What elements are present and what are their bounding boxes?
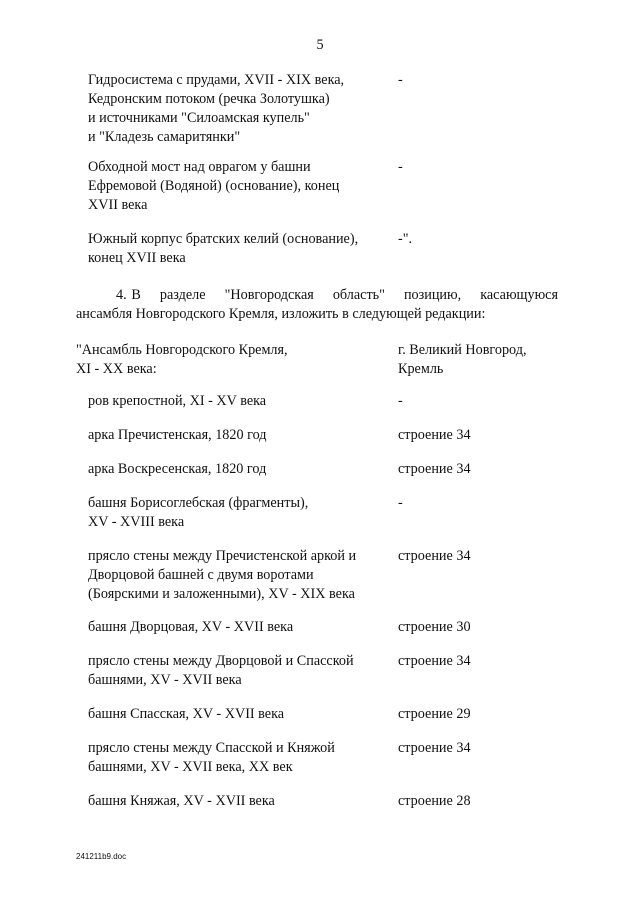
- item-value: строение 34: [398, 653, 471, 669]
- item-value: строение 34: [398, 461, 471, 477]
- entry-bypass-bridge: Обходной мост над оврагом у башни Ефремовой (Водяной) (основание), конец XVII века: [88, 159, 340, 213]
- ensemble-title: "Ансамбль Новгородского Кремля, XI - XX века:: [76, 342, 288, 377]
- entry-hydrosystem-value: -: [398, 72, 403, 88]
- document-filename: 241211b9.doc: [76, 852, 127, 861]
- item-value: строение 30: [398, 619, 471, 635]
- item-text: прясло стены между Спасской и Княжой башнями, XV - XVII века, XX век: [88, 740, 335, 775]
- item-value: строение 34: [398, 740, 471, 756]
- entry-hydrosystem: Гидросистема с прудами, XVII - XIX века, Кедронским потоком (речка Золотушка) и источниками "Силоамская купель" и "Кладезь самаритянки": [88, 72, 345, 145]
- entry-bypass-bridge-value: -: [398, 159, 403, 175]
- entry-south-building-value: -".: [398, 231, 413, 247]
- item-text: арка Пречистенская, 1820 год: [88, 427, 267, 443]
- item-value: строение 34: [398, 548, 471, 564]
- item-value: строение 34: [398, 427, 471, 443]
- ensemble-location: г. Великий Новгород, Кремль: [398, 342, 527, 377]
- item-text: башня Княжая, XV - XVII века: [88, 793, 275, 809]
- item-value: -: [398, 393, 403, 409]
- item-value: строение 29: [398, 706, 471, 722]
- item-text: башня Спасская, XV - XVII века: [88, 706, 285, 722]
- item-text: башня Дворцовая, XV - XVII века: [88, 619, 294, 635]
- item-value: -: [398, 495, 403, 511]
- paragraph-line-1: 4. В разделе "Новгородская область" позицию, касающуюся: [116, 287, 558, 303]
- item-text: башня Борисоглебская (фрагменты), XV - XVIII века: [88, 495, 309, 530]
- page-number: 5: [316, 37, 324, 53]
- item-text: прясло стены между Пречистенской аркой и Дворцовой башней с двумя воротами (Боярскими и заложенными), XV - XIX века: [88, 548, 357, 602]
- item-text: прясло стены между Дворцовой и Спасской башнями, XV - XVII века: [88, 653, 354, 688]
- item-text: ров крепостной, XI - XV века: [88, 393, 267, 409]
- item-text: арка Воскресенская, 1820 год: [88, 461, 267, 477]
- entry-south-building: Южный корпус братских келий (основание), конец XVII века: [88, 231, 359, 266]
- item-value: строение 28: [398, 793, 471, 809]
- paragraph-line-2: ансамбля Новгородского Кремля, изложить в следующей редакции:: [76, 306, 486, 322]
